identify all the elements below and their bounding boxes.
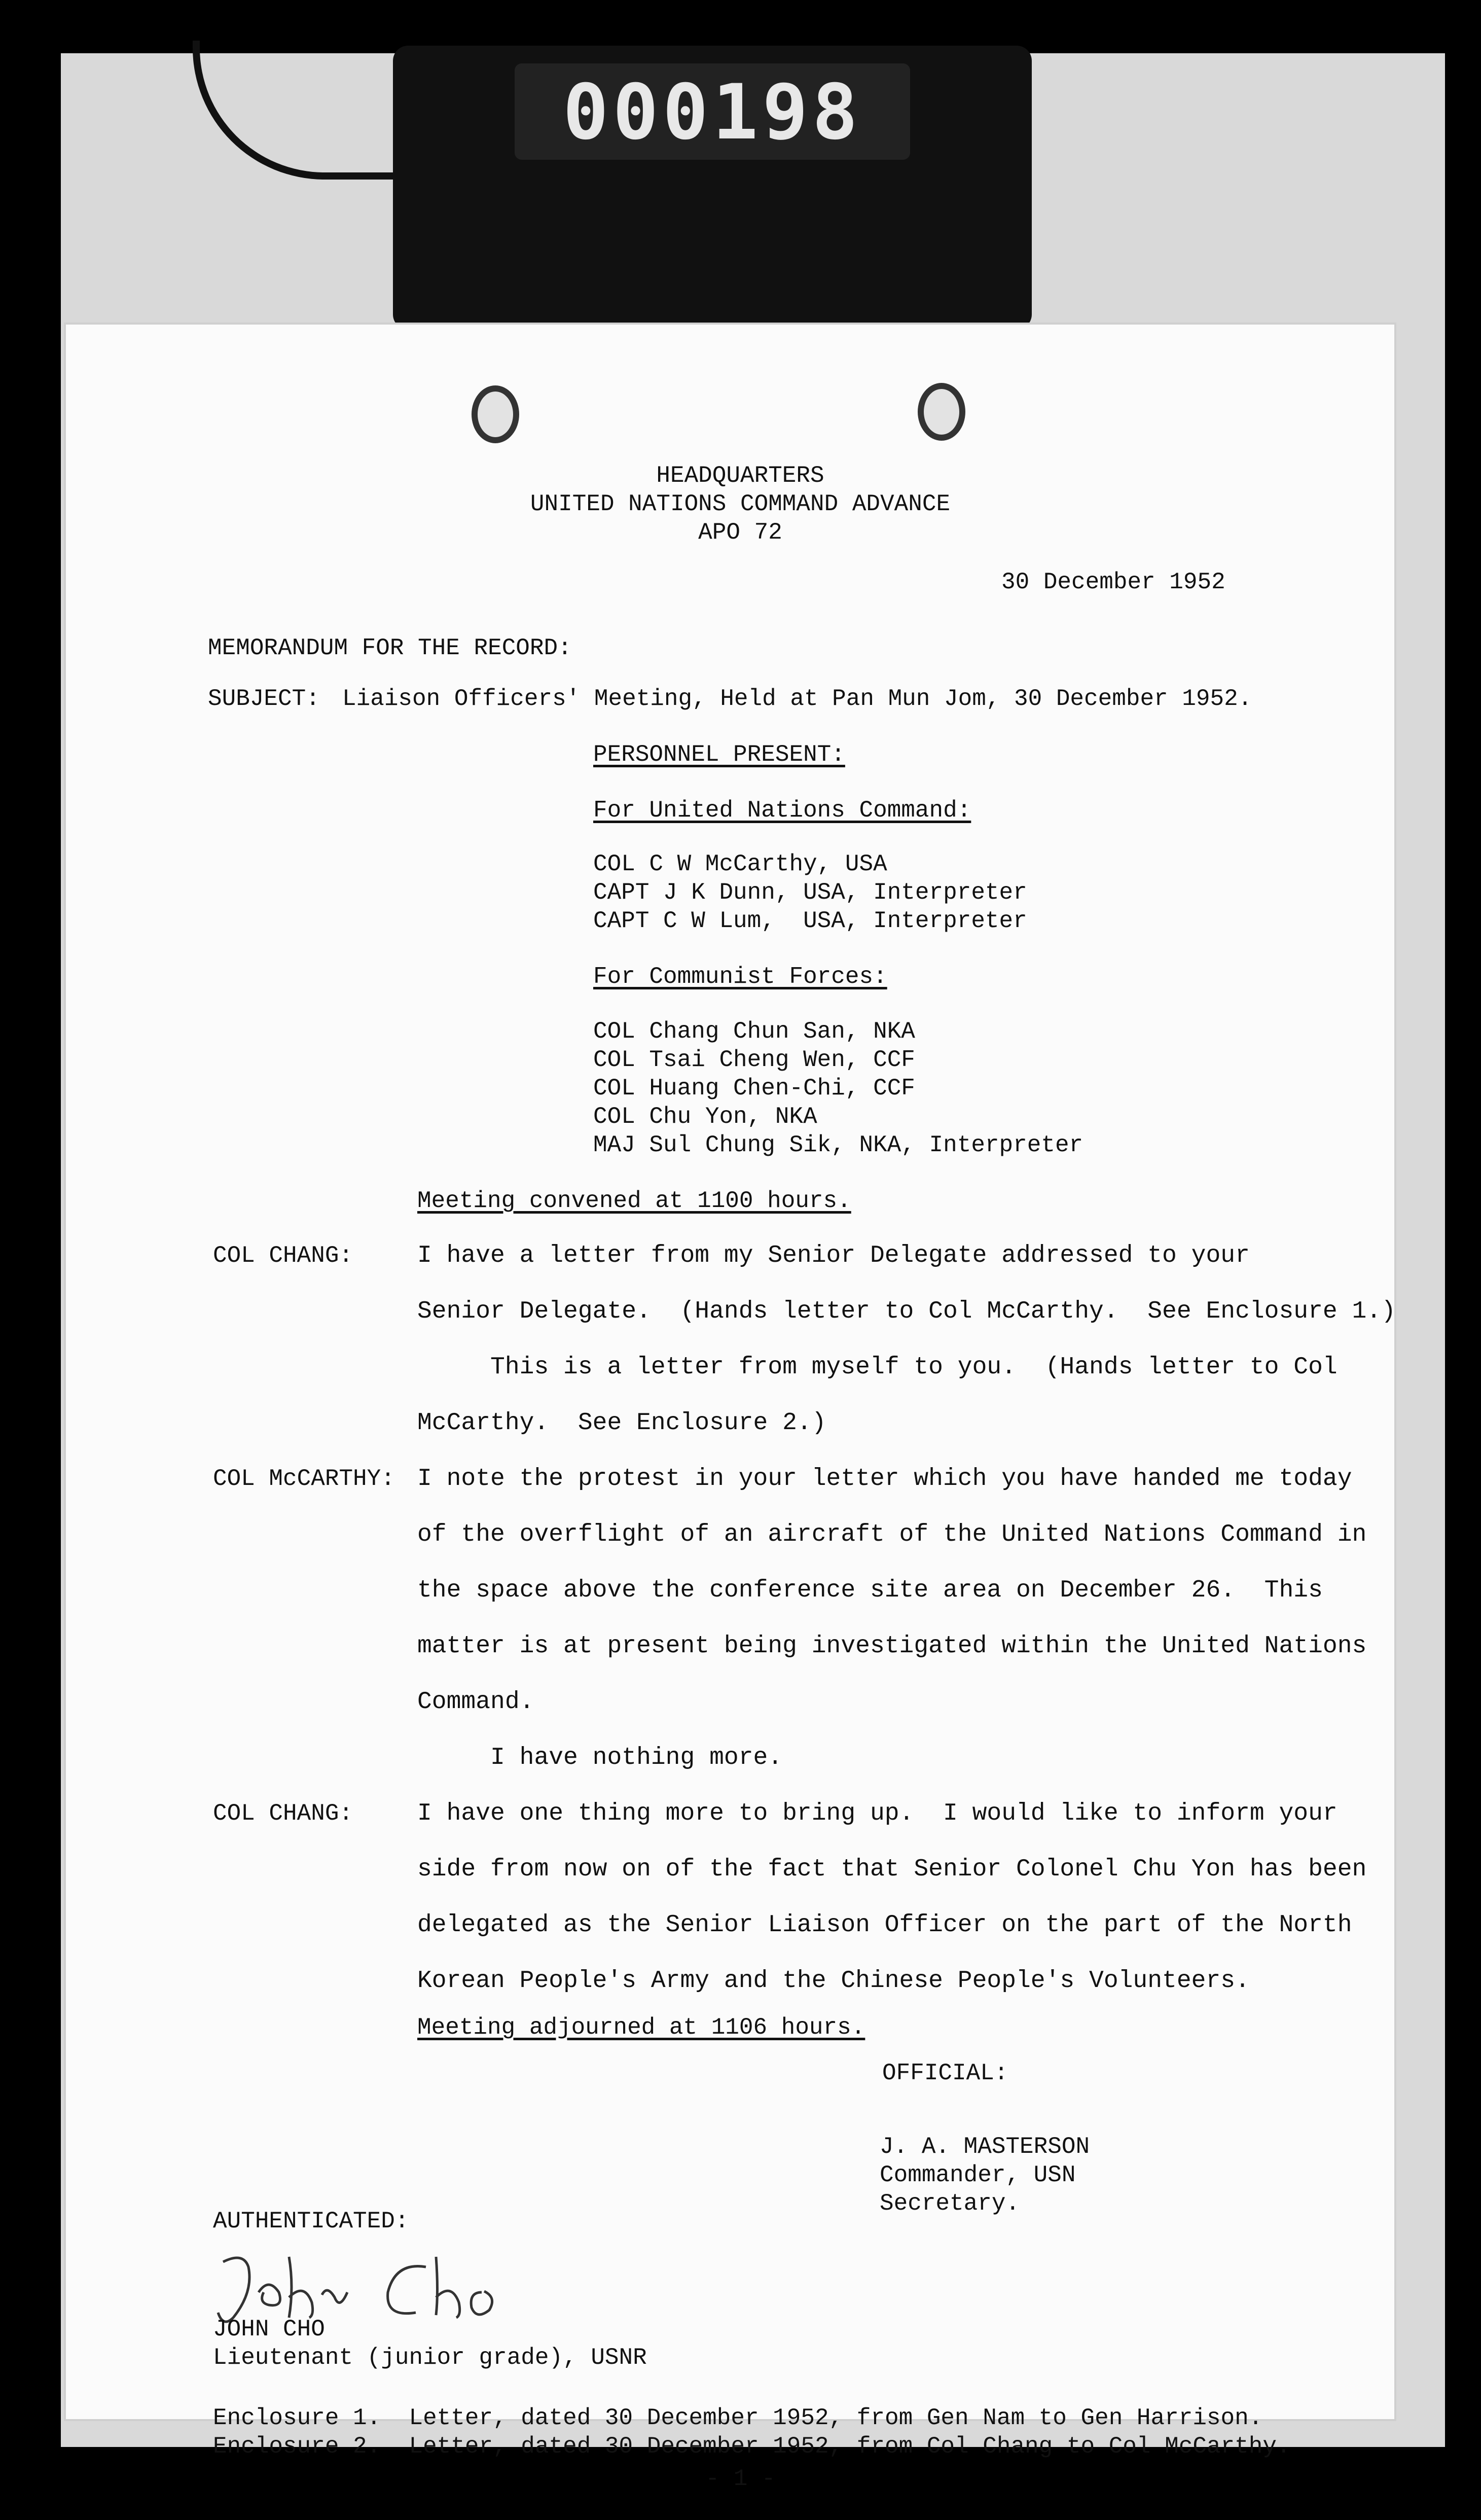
header-line-2: UNITED NATIONS COMMAND ADVANCE — [530, 491, 951, 517]
un-member: CAPT J K Dunn, USA, Interpreter — [593, 879, 1027, 906]
memo-title: MEMORANDUM FOR THE RECORD: — [208, 635, 572, 661]
dialogue-line: I have one thing more to bring up. I would like to inform your — [417, 1800, 1338, 1827]
cf-heading: For Communist Forces: — [593, 964, 887, 990]
frame-counter — [393, 46, 1032, 330]
header-line-3: APO 72 — [698, 519, 782, 546]
subject-text: Liaison Officers' Meeting, Held at Pan Mun Jom, 30 December 1952. — [342, 686, 1252, 712]
dialogue-line: Senior Delegate. (Hands letter to Col McCarthy. See Enclosure 1.) — [417, 1298, 1396, 1325]
enclosure-line: Enclosure 2. Letter, dated 30 December 1952, from Col Chang to Col McCarthy. — [213, 2433, 1291, 2460]
meeting-adjourned: Meeting adjourned at 1106 hours. — [417, 2014, 865, 2041]
un-heading: For United Nations Command: — [593, 797, 971, 824]
authenticator-name: JOHN CHO — [213, 2316, 325, 2342]
un-member: COL C W McCarthy, USA — [593, 851, 887, 877]
dialogue-line: This is a letter from myself to you. (Hands letter to Col — [417, 1354, 1338, 1381]
dialogue-line: the space above the conference site area on December 26. This — [417, 1577, 1323, 1604]
meeting-convened: Meeting convened at 1100 hours. — [417, 1188, 851, 1214]
official-title: Secretary. — [880, 2190, 1020, 2217]
subject-label: SUBJECT: — [208, 686, 320, 712]
authenticated-label: AUTHENTICATED: — [213, 2208, 409, 2234]
official-rank: Commander, USN — [880, 2162, 1076, 2188]
official-label: OFFICIAL: — [882, 2060, 1008, 2086]
memo-date: 30 December 1952 — [1001, 569, 1225, 595]
speaker-label: COL CHANG: — [213, 1243, 353, 1269]
dialogue-line: matter is at present being investigated within the United Nations — [417, 1632, 1367, 1660]
dialogue-line: McCarthy. See Enclosure 2.) — [417, 1409, 826, 1437]
counter-number: 000198 — [563, 68, 862, 157]
cf-member: COL Chu Yon, NKA — [593, 1104, 817, 1130]
cf-member: COL Tsai Cheng Wen, CCF — [593, 1047, 915, 1073]
header-line-1: HEADQUARTERS — [656, 463, 824, 489]
dialogue-line: Command. — [417, 1688, 534, 1716]
punch-hole-left — [472, 385, 519, 443]
counter-window — [515, 63, 910, 160]
dialogue-line: I have a letter from my Senior Delegate addressed to your — [417, 1242, 1250, 1269]
un-member: CAPT C W Lum, USA, Interpreter — [593, 908, 1027, 934]
cf-member: MAJ Sul Chung Sik, NKA, Interpreter — [593, 1132, 1083, 1158]
authenticator-rank: Lieutenant (junior grade), USNR — [213, 2345, 647, 2371]
dialogue-line: I have nothing more. — [417, 1744, 783, 1771]
personnel-heading: PERSONNEL PRESENT: — [593, 741, 845, 768]
dialogue-line: side from now on of the fact that Senior Colonel Chu Yon has been — [417, 1856, 1367, 1883]
memo-page — [66, 325, 1394, 2419]
speaker-label: COL McCARTHY: — [213, 1466, 395, 1492]
official-name: J. A. MASTERSON — [880, 2134, 1090, 2160]
punch-hole-right — [918, 383, 965, 441]
cf-member: COL Chang Chun San, NKA — [593, 1018, 915, 1045]
page-number: - 1 - — [705, 2466, 776, 2492]
dialogue-line: I note the protest in your letter which you have handed me today — [417, 1465, 1352, 1493]
cf-member: COL Huang Chen-Chi, CCF — [593, 1075, 915, 1102]
dialogue-line: delegated as the Senior Liaison Officer on the part of the North — [417, 1911, 1352, 1939]
speaker-label: COL CHANG: — [213, 1800, 353, 1827]
dialogue-line: Korean People's Army and the Chinese People's Volunteers. — [417, 1967, 1250, 1995]
dialogue-line: of the overflight of an aircraft of the United Nations Command in — [417, 1521, 1367, 1548]
enclosure-line: Enclosure 1. Letter, dated 30 December 1952, from Gen Nam to Gen Harrison. — [213, 2405, 1263, 2431]
